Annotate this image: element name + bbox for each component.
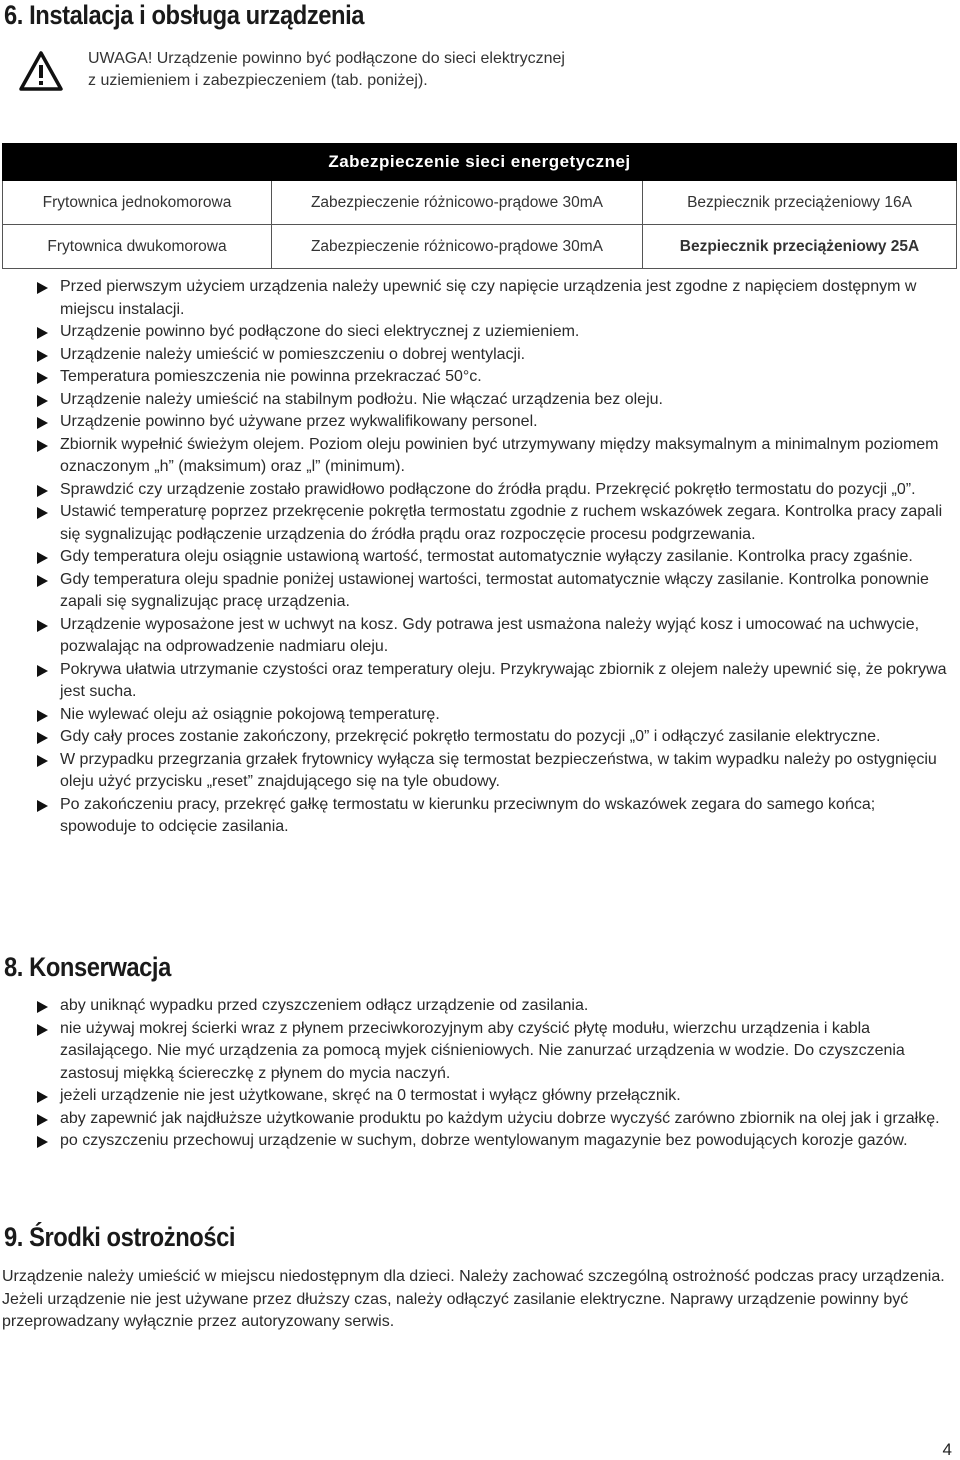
- table-cell: Bezpiecznik przeciążeniowy 16A: [643, 181, 957, 225]
- precautions-paragraph: Urządzenie należy umieścić w miejscu niedostępnym dla dzieci. Należy zachować szczególną ostrożność podczas pracy urządzenia. Jeżeli urządzenie nie jest używane przez dłuższy czas, należy odłączyć zasilanie elektryczne. Naprawy urządzenie powinny być przeprowadzany wyłącznie przez autoryzowany serwis.: [2, 1268, 945, 1330]
- table-row: [3, 181, 957, 225]
- section-9-title: 9. Środki ostrożności: [4, 1222, 236, 1252]
- warning-line-2: z uziemieniem i zabezpieczeniem (tab. poniżej).: [88, 72, 428, 89]
- section-8-title: 8. Konserwacja: [4, 952, 171, 982]
- warning-box: [18, 44, 938, 94]
- bullet-arrow-icon: [37, 755, 48, 767]
- table-cell: Bezpiecznik przeciążeniowy 25A: [643, 225, 957, 269]
- list-item: Po zakończeniu pracy, przekręć gałkę termostatu w kierunku przeciwnym do wskazówek zegara do samego końca; spowoduje to odcięcie zasilania.: [0, 794, 950, 839]
- list-item: W przypadku przegrzania grzałek frytownicy wyłącza się termostat bezpieczeństwa, w takim wypadku należy po ostygnięciu oleju użyć przycisku „reset” znajdującego się na tyle obudowy.: [0, 749, 950, 794]
- list-item: nie używaj mokrej ścierki wraz z płynem przeciwkorozyjnym aby czyścić płytę modułu, wierzchu urządzenia i kabla zasilającego. Nie myć urządzenia za pomocą myjek ciśnieniowych. Nie zanurzać urządzenia w wodzie. Do czyszczenia zastosuj miękką ściereczkę z płynem do mycia naczyń.: [0, 1018, 950, 1086]
- bullet-arrow-icon: [37, 552, 48, 564]
- list-item: Urządzenie wyposażone jest w uchwyt na kosz. Gdy potrawa jest usmażona należy wyjąć kosz i umocować na uchwycie, pozwalając na odprowadzenie nadmiaru oleju.: [0, 614, 950, 659]
- table-cell: Frytownica dwukomorowa: [3, 225, 272, 269]
- warning-text: [88, 48, 565, 92]
- bullet-arrow-icon: [37, 1136, 48, 1148]
- bullet-arrow-icon: [37, 575, 48, 587]
- maintenance-list: [0, 995, 950, 1153]
- table-title: Zabezpieczenie sieci energetycznej: [3, 144, 957, 181]
- warning-triangle-icon: [18, 50, 64, 92]
- bullet-arrow-icon: [37, 732, 48, 744]
- list-item: jeżeli urządzenie nie jest użytkowane, skręć na 0 termostat i wyłącz główny przełącznik.: [0, 1085, 950, 1108]
- list-item: Nie wylewać oleju aż osiągnie pokojową temperaturę.: [0, 704, 950, 727]
- bullet-arrow-icon: [37, 665, 48, 677]
- bullet-arrow-icon: [37, 327, 48, 339]
- bullet-arrow-icon: [37, 395, 48, 407]
- list-item: Pokrywa ułatwia utrzymanie czystości oraz temperatury oleju. Przykrywając zbiornik z olejem należy upewnić się, że pokrywa jest sucha.: [0, 659, 950, 704]
- list-item: Gdy cały proces zostanie zakończony, przekręcić pokrętło termostatu do pozycji „0” i odłączyć zasilanie elektryczne.: [0, 726, 950, 749]
- power-protection-table: [2, 143, 957, 269]
- list-item: Temperatura pomieszczenia nie powinna przekraczać 50°c.: [0, 366, 950, 389]
- bullet-arrow-icon: [37, 372, 48, 384]
- list-item: Zbiornik wypełnić świeżym olejem. Poziom oleju powinien być utrzymywany między maksymalnym a minimalnym poziomem oznaczonym „h” (maksimum) oraz „l” (minimum).: [0, 434, 950, 479]
- list-item: Sprawdzić czy urządzenie zostało prawidłowo podłączone do źródła prądu. Przekręcić pokrętło termostatu do pozycji „0”.: [0, 479, 950, 502]
- bullet-arrow-icon: [37, 350, 48, 362]
- bullet-arrow-icon: [37, 507, 48, 519]
- list-item: Ustawić temperaturę poprzez przekręcenie pokrętła termostatu zgodnie z ruchem wskazówek zegara. Kontrolka pracy zapali się sygnalizując podłączenie urządzenia do źródła prądu oraz rozpoczęcie procesu podgrzewania.: [0, 501, 950, 546]
- list-item: Przed pierwszym użyciem urządzenia należy upewnić się czy napięcie urządzenia jest zgodne z napięciem dostępnym w miejscu instalacji.: [0, 276, 950, 321]
- list-item: aby uniknąć wypadku przed czyszczeniem odłącz urządzenie od zasilania.: [0, 995, 950, 1018]
- page-number: 4: [942, 1440, 952, 1459]
- bullet-arrow-icon: [37, 417, 48, 429]
- list-item: Gdy temperatura oleju osiągnie ustawioną wartość, termostat automatycznie wyłączy zasilanie. Kontrolka pracy zgaśnie.: [0, 546, 950, 569]
- list-item: Urządzenie należy umieścić w pomieszczeniu o dobrej wentylacji.: [0, 344, 950, 367]
- section-6-title: 6. Instalacja i obsługa urządzenia: [4, 0, 365, 30]
- list-item: Urządzenie należy umieścić na stabilnym podłożu. Nie włączać urządzenia bez oleju.: [0, 389, 950, 412]
- bullet-arrow-icon: [37, 1091, 48, 1103]
- list-item: po czyszczeniu przechowuj urządzenie w suchym, dobrze wentylowanym magazynie bez powodujących korozje gazów.: [0, 1130, 950, 1153]
- table-cell: Frytownica jednokomorowa: [3, 181, 272, 225]
- list-item: Gdy temperatura oleju spadnie poniżej ustawionej wartości, termostat automatycznie włączy zasilanie. Kontrolka ponownie zapali się sygnalizując pracę urządzenia.: [0, 569, 950, 614]
- list-item: Urządzenie powinno być podłączone do sieci elektrycznej z uziemieniem.: [0, 321, 950, 344]
- bullet-arrow-icon: [37, 485, 48, 497]
- bullet-arrow-icon: [37, 282, 48, 294]
- installation-instructions-list: [0, 276, 950, 839]
- bullet-arrow-icon: [37, 710, 48, 722]
- bullet-arrow-icon: [37, 800, 48, 812]
- list-item: aby zapewnić jak najdłuższe użytkowanie produktu po każdym użyciu dobrze wyczyść zarówno zbiornik na olej jak i grzałkę.: [0, 1108, 950, 1131]
- bullet-arrow-icon: [37, 620, 48, 632]
- table-row: [3, 225, 957, 269]
- warning-line-1: UWAGA! Urządzenie powinno być podłączone do sieci elektrycznej: [88, 50, 565, 67]
- bullet-arrow-icon: [37, 1114, 48, 1126]
- list-item: Urządzenie powinno być używane przez wykwalifikowany personel.: [0, 411, 950, 434]
- bullet-arrow-icon: [37, 1001, 48, 1013]
- table-cell: Zabezpieczenie różnicowo-prądowe 30mA: [272, 181, 643, 225]
- table-cell: Zabezpieczenie różnicowo-prądowe 30mA: [272, 225, 643, 269]
- bullet-arrow-icon: [37, 1024, 48, 1036]
- bullet-arrow-icon: [37, 440, 48, 452]
